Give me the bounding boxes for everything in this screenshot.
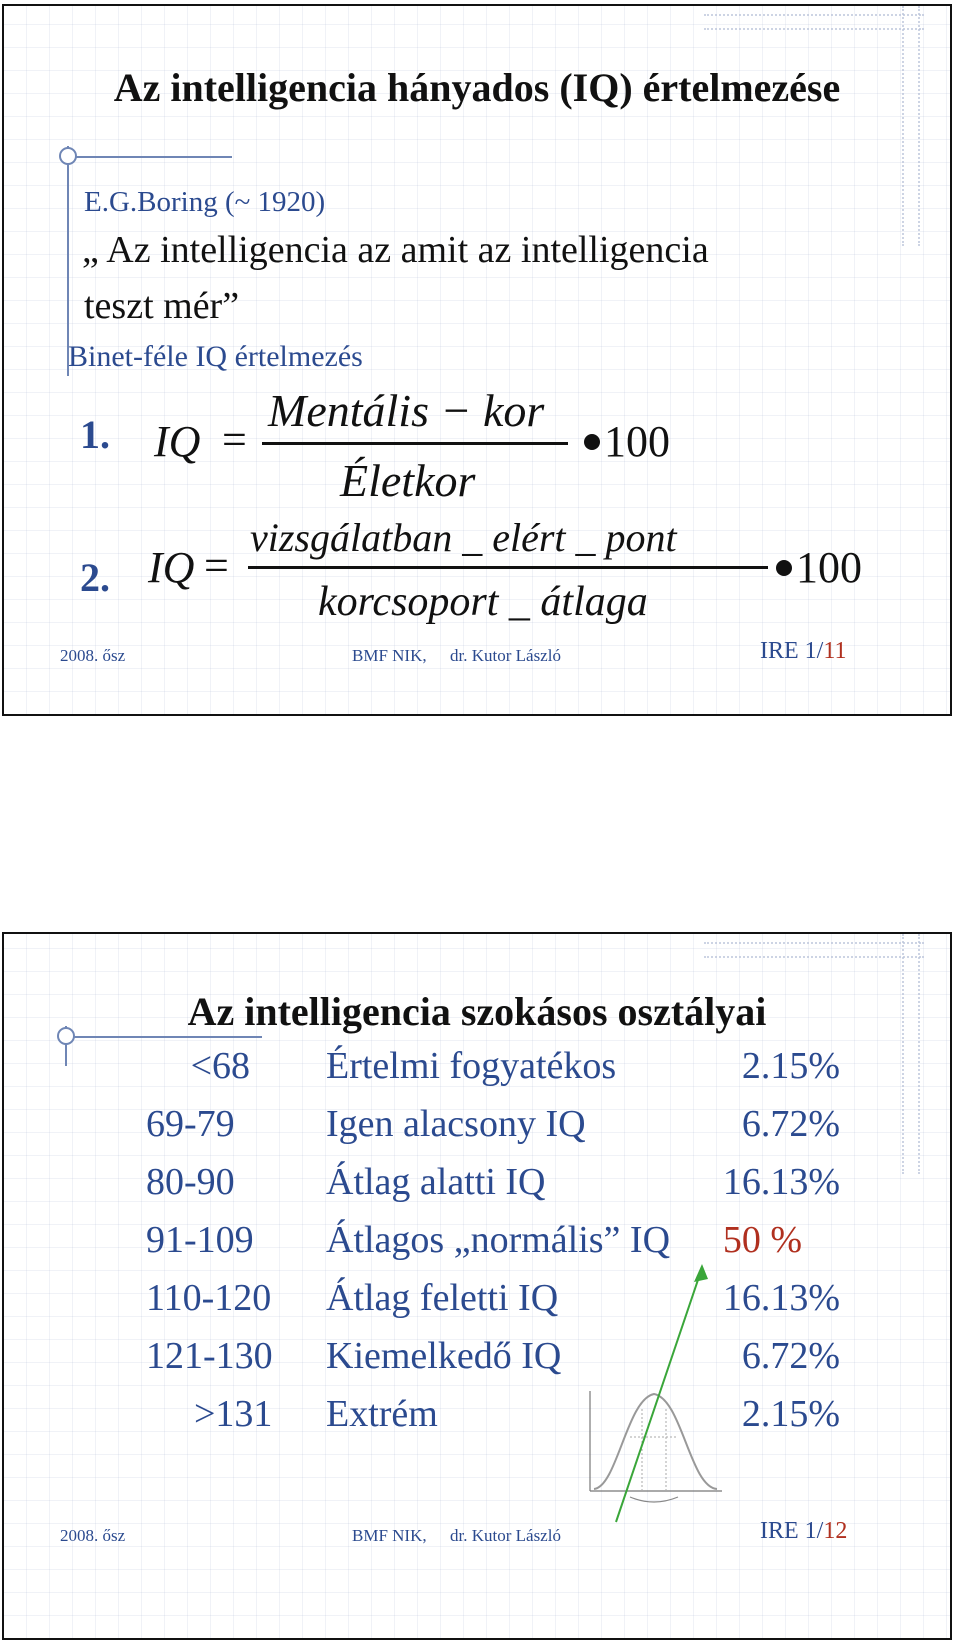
decorative-dotted-band (902, 6, 920, 246)
footer-author: dr. Kutor László (450, 646, 561, 665)
iq-class-percent: 6.72% (741, 1335, 840, 1377)
binet-heading: Binet-féle IQ értelmezés (68, 340, 363, 373)
iq-range: 121-130 (146, 1335, 273, 1377)
slide-number (760, 638, 846, 665)
formula-2-numerator: vizsgálatban _ elért _ pont (250, 515, 677, 560)
footer-institution: BMF NIK, (352, 1526, 427, 1545)
iq-class-percent: 2.15% (741, 1393, 840, 1435)
iq-range: 110-120 (146, 1277, 272, 1319)
title-rule (64, 156, 232, 158)
slide-number-page: 11 (823, 638, 847, 664)
formula-2-number: 2. (80, 555, 110, 600)
iq-range: 69-79 (146, 1103, 235, 1145)
formula-1-multiplier: 100 (604, 417, 670, 466)
iq-class-label: Értelmi fogyatékos (326, 1045, 617, 1087)
slide-title: Az intelligencia szokásos osztályai (187, 989, 767, 1034)
formula-1-denominator: Életkor (340, 455, 476, 506)
iq-range: <68 (190, 1045, 250, 1087)
iq-class-label: Extrém (326, 1393, 438, 1435)
slide-number-page: 12 (823, 1518, 848, 1544)
formula-1-fraction-bar (262, 442, 568, 445)
iq-class-percent: 2.15% (741, 1045, 840, 1087)
formula-2-equals: = (204, 541, 229, 590)
footer-institution: BMF NIK, (352, 646, 427, 665)
formula-2-multiplier: 100 (796, 543, 862, 592)
iq-class-percent: 16.13% (722, 1277, 840, 1319)
formula-1-numerator: Mentális − kor (268, 385, 545, 436)
iq-class-label: Átlag feletti IQ (326, 1277, 559, 1319)
multiply-dot (776, 560, 792, 576)
slide-11 (2, 4, 952, 716)
formula-2-denominator: korcsoport _ átlaga (318, 579, 648, 625)
footer-author: dr. Kutor László (450, 1526, 561, 1545)
decorative-dotted-band (902, 934, 920, 1174)
title-rule (62, 1036, 262, 1038)
decorative-dotted-band (704, 942, 924, 958)
iq-class-label: Kiemelkedő IQ (326, 1335, 562, 1377)
iq-class-percent: 6.72% (741, 1103, 840, 1145)
slide-number-course: IRE 1/ (760, 1518, 824, 1544)
quote-line-1: „ Az intelligencia az amit az intelligencia (82, 229, 709, 271)
author-line: E.G.Boring (~ 1920) (84, 186, 326, 218)
iq-range: 91-109 (146, 1219, 254, 1261)
formula-2-fraction-bar (248, 566, 768, 569)
formula-1-number: 1. (80, 412, 110, 457)
quote-line-2: teszt mér” (84, 285, 240, 327)
formula-1-lhs: IQ (154, 417, 201, 466)
decorative-dotted-band (704, 14, 924, 30)
iq-class-percent: 50 % (722, 1219, 802, 1261)
iq-range: 80-90 (146, 1161, 235, 1203)
slide-number-course: IRE 1/ (760, 638, 824, 664)
crosshair-icon (57, 1027, 75, 1045)
iq-class-percent: 16.13% (722, 1161, 840, 1203)
formula-1-equals: = (222, 415, 247, 464)
iq-class-label: Igen alacsony IQ (326, 1103, 586, 1145)
slide-number (760, 1518, 847, 1545)
multiply-dot (584, 434, 600, 450)
bell-curve-illustration (572, 1379, 732, 1514)
footer-date: 2008. ősz (60, 646, 126, 665)
iq-class-label: Átlag alatti IQ (326, 1161, 546, 1203)
iq-class-label: Átlagos „normális” IQ (326, 1219, 671, 1261)
formula-2-lhs: IQ (148, 543, 195, 592)
slide-12 (2, 932, 952, 1640)
footer-date: 2008. ősz (60, 1526, 126, 1545)
slide-title: Az intelligencia hányados (IQ) értelmezése (113, 65, 841, 110)
crosshair-icon (59, 147, 77, 165)
iq-range: >131 (194, 1393, 273, 1435)
